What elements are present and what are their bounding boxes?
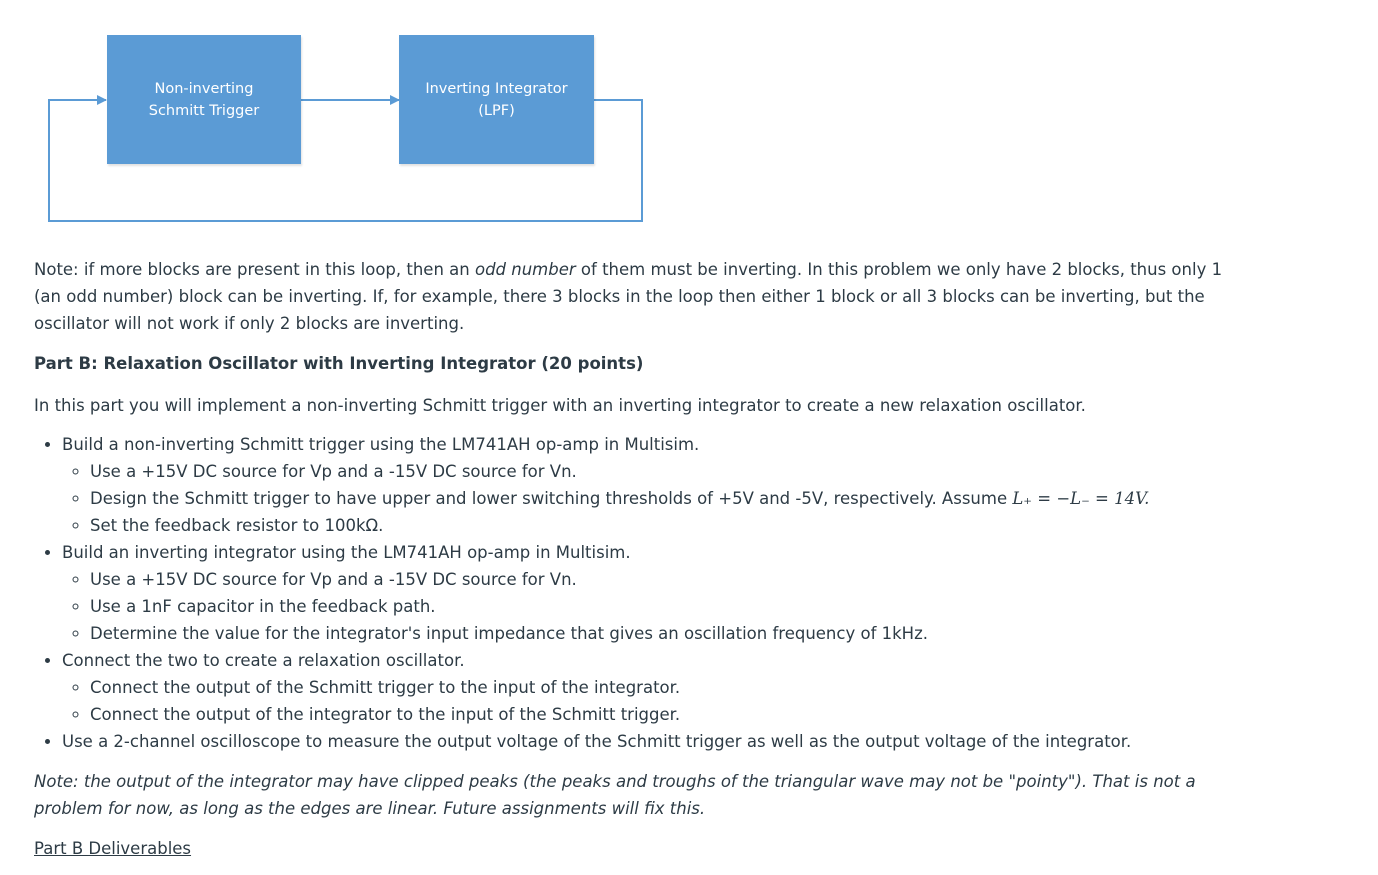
sub-list-item: ◦ Use a 1nF capacitor in the feedback path. <box>90 593 1234 620</box>
sub-list-item: ◦ Set the feedback resistor to 100kΩ. <box>90 512 1234 539</box>
threshold-equation: L₊ = −L₋ = 14V. <box>1012 489 1150 508</box>
list-item-text: Use a 2-channel oscilloscope to measure the output voltage of the Schmitt trigger as well as the output voltage of the integrator. <box>62 732 1132 751</box>
part-b-deliverables-link[interactable]: Part B Deliverables <box>34 839 192 858</box>
sub-list-item: ◦ Use a +15V DC source for Vp and a -15V DC source for Vn. <box>90 458 1234 485</box>
sub-list-item <box>90 485 1234 512</box>
loop-note <box>34 256 1234 337</box>
assignment-content <box>34 256 1234 862</box>
sub-list <box>62 674 1234 728</box>
integrator-note: Note: the output of the integrator may have clipped peaks (the peaks and troughs of the triangular wave may not be "pointy"). That is not a problem for now, as long as the edges are linear. Future assignments will fix this. <box>34 772 1196 818</box>
sub-list <box>62 566 1234 647</box>
note-emphasis: odd number <box>474 260 576 279</box>
sub-list-item: ◦ Use a +15V DC source for Vp and a -15V DC source for Vn. <box>90 566 1234 593</box>
section-heading: Part B: Relaxation Oscillator with Inverting Integrator (20 points) <box>34 354 644 373</box>
list-item <box>62 728 1234 755</box>
sub-list-item: ◦ Connect the output of the integrator to the input of the Schmitt trigger. <box>90 701 1234 728</box>
note-text: of them must be inverting. In this problem we only have 2 blocks, thus only 1 (an odd number) block can be inverting. If, for example, there 3 blocks in the loop then either 1 block or all 3 blocks can be inverting, but the oscillator will not work if only 2 blocks are inverting. <box>34 260 1223 333</box>
block-diagram <box>0 0 700 240</box>
intro-paragraph: In this part you will implement a non-inverting Schmitt trigger with an inverting integrator to create a new relaxation oscillator. <box>34 396 1086 415</box>
list-item <box>62 647 1234 728</box>
list-item-text: Build an inverting integrator using the LM741AH op-amp in Multisim. <box>62 543 631 562</box>
sub-list <box>62 458 1234 539</box>
integrator-block <box>399 35 594 164</box>
list-item-text: Connect the two to create a relaxation oscillator. <box>62 651 465 670</box>
list-item <box>62 431 1234 539</box>
list-item-text: Design the Schmitt trigger to have upper and lower switching thresholds of +5V and -5V, respectively. Assume <box>90 489 1013 508</box>
schmitt-trigger-block <box>107 35 301 164</box>
feedback-loop-connectors <box>0 0 700 240</box>
block-label: Non-inverting <box>154 80 254 97</box>
block-label: Schmitt Trigger <box>148 102 260 119</box>
sub-list-item: ◦ Determine the value for the integrator's input impedance that gives an oscillation frequency of 1kHz. <box>90 620 1234 647</box>
block-label: Inverting Integrator <box>425 80 568 97</box>
note-text: Note: if more blocks are present in this loop, then an <box>34 260 475 279</box>
sub-list-item: ◦ Connect the output of the Schmitt trigger to the input of the integrator. <box>90 674 1234 701</box>
instructions-list <box>34 431 1234 755</box>
block-label: (LPF) <box>478 102 515 119</box>
list-item <box>62 539 1234 647</box>
list-item-text: Build a non-inverting Schmitt trigger using the LM741AH op-amp in Multisim. <box>62 435 700 454</box>
